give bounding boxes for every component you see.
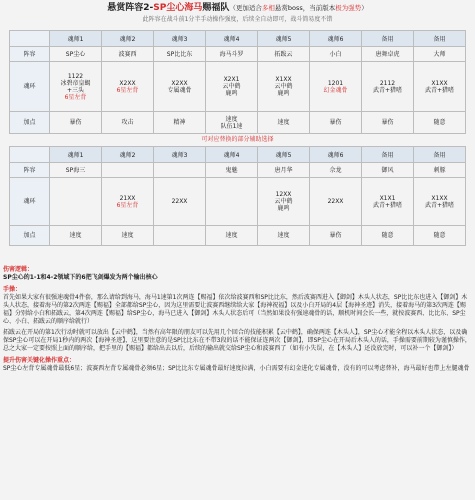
header-cell: [10, 147, 50, 163]
header-cell: 魂师2: [102, 31, 154, 47]
section-title: 手操：: [3, 286, 22, 293]
lineup-table-substitutes: [9, 146, 466, 246]
ring-cell: X1XX 云中鹤 鹿鸣: [258, 62, 310, 112]
section-title: 伤害逻辑：: [3, 266, 34, 273]
rings-row: [10, 178, 466, 226]
table-header-row: [10, 147, 466, 163]
points-cell: 暴伤: [362, 112, 414, 134]
row-label: 加点: [10, 112, 50, 134]
lineup-cell: SP尘心: [50, 47, 102, 62]
header-cell: 魂师4: [206, 31, 258, 47]
rings-row: [10, 62, 466, 112]
header-cell: 备用: [414, 31, 466, 47]
page-subtitle: 此阵容在战斗前1分半手动操作强度，后续全自动即可，战斗简易度不错: [142, 16, 333, 23]
lineup-cell: 御风: [362, 163, 414, 178]
paragraph: SP尘心左背专属魂骨最低6星；波赛西左背专属魂骨必须6星；SP比比东专属魂骨最好速度拉满，小白需要有幻金进化专属魂骨，没有的可以考虑替补，海马最好也带上左腿魂骨: [3, 365, 470, 372]
substitute-note: 可对应替换的部分辅助选择: [201, 136, 274, 143]
points-cell: 攻击: [102, 112, 154, 134]
points-cell: 速度: [206, 226, 258, 246]
header-cell: 魂师6: [310, 31, 362, 47]
header-cell: 魂师6: [310, 147, 362, 163]
lineup-cell: 大师: [414, 47, 466, 62]
ring-cell: 12XX 云中鹤 鹿鸣: [258, 178, 310, 226]
ring-cell: X1XX 武青+猎嗜: [414, 178, 466, 226]
points-cell: 速度: [50, 226, 102, 246]
points-cell: 速度: [102, 226, 154, 246]
ring-cell: 22XX: [310, 178, 362, 226]
ring-cell: X1X1 武青+猎嗜: [362, 178, 414, 226]
ring-cell: 22XX: [154, 178, 206, 226]
row-label: 魂环: [10, 62, 50, 112]
ring-cell: 1201 幻金魂骨: [310, 62, 362, 112]
header-cell: 魂师5: [258, 147, 310, 163]
points-cell: 精神: [154, 112, 206, 134]
lineup-cell: 刺豚: [414, 163, 466, 178]
header-cell: 备用: [414, 147, 466, 163]
lineup-row: [10, 47, 466, 62]
ring-cell: [206, 178, 258, 226]
ring-cell: X1XX 武青+猎嗜: [414, 62, 466, 112]
lineup-cell: 海马斗罗: [206, 47, 258, 62]
header-cell: 魂师1: [50, 31, 102, 47]
points-cell: 随意: [362, 226, 414, 246]
header-cell: 魂师4: [206, 147, 258, 163]
lineup-cell: 小白: [310, 47, 362, 62]
table-header-row: [10, 31, 466, 47]
points-cell: [154, 226, 206, 246]
row-label: 阵容: [10, 163, 50, 178]
header-cell: [10, 31, 50, 47]
points-cell: 随意: [414, 112, 466, 134]
points-cell: 速度 队伍1速: [206, 112, 258, 134]
points-cell: 速度: [258, 112, 310, 134]
header-cell: 备用: [362, 147, 414, 163]
header-cell: 魂师5: [258, 31, 310, 47]
header-cell: 魂师3: [154, 31, 206, 47]
row-label: 加点: [10, 226, 50, 246]
lineup-cell: 唐月华: [258, 163, 310, 178]
lineup-cell: [102, 163, 154, 178]
ring-cell: 2112 武青+猎嗜: [362, 62, 414, 112]
lineup-cell: 拓跋云: [258, 47, 310, 62]
paragraph: 首先如果大家有很强速魂骨4件套，那么请给到海马，海马1速第1次两连【赐福】依次给波赛西和SP比比东，然后波赛西进入【御剑】木头人状态，SP比比东也进入【御剑】木头人状态，接着海马的第2次两连【赐福】全部都给SP尘心，因为这里需要让波赛西继续给大家【海神祝福】以及小白开局的4层【海神圣迹】消失，接着海马的第3次两连【赐福】分别给小白和拓跋云，第4次两连【赐福】给SP尘心，海马已进入【御剑】木头人状态后可（当然如果没有强速魂骨的话，顺机时间会长一些，就按波赛西、比比东、SP尘心、小白、拓跋云的顺序给就行）: [3, 294, 468, 325]
points-cell: 暴伤: [310, 226, 362, 246]
lineup-cell: [154, 163, 206, 178]
points-row: [10, 226, 466, 246]
lineup-table-main: [9, 30, 466, 134]
lineup-cell: SP海三: [50, 163, 102, 178]
lineup-cell: SP比比东: [154, 47, 206, 62]
points-cell: 随意: [414, 226, 466, 246]
header-cell: 魂师2: [102, 147, 154, 163]
ring-cell: X2XX 专属魂骨: [154, 62, 206, 112]
row-label: 阵容: [10, 47, 50, 62]
header: [0, 0, 475, 30]
points-cell: 速度: [258, 226, 310, 246]
lineup-cell: 鬼魅: [206, 163, 258, 178]
points-cell: 暴伤: [310, 112, 362, 134]
ring-cell: X2X1 云中鹤 鹿鸣: [206, 62, 258, 112]
lineup-row: [10, 163, 466, 178]
row-label: 魂环: [10, 178, 50, 226]
analysis-section: [3, 262, 472, 373]
ring-cell: 1122 冰碧帝皇蝎 +三头 6星左背: [50, 62, 102, 112]
page-title: 悬赏阵容2-SP尘心海马赐福队（更加适合多相悬赏boss，当前版本极为强势）: [107, 3, 368, 13]
header-cell: 备用: [362, 31, 414, 47]
points-row: [10, 112, 466, 134]
lineup-cell: 唐舞卓虎: [362, 47, 414, 62]
core-summary: SP尘心的1-1和4-2领域下的6把飞剑爆发为两个输出核心: [3, 274, 158, 281]
header-cell: 魂师3: [154, 147, 206, 163]
points-cell: 暴伤: [50, 112, 102, 134]
section-title: 提升伤害关键化操作重点：: [3, 357, 76, 364]
ring-cell: 21XX 6星左背: [102, 178, 154, 226]
paragraph: 拓跋云在开局的第1次行动时就可以放出【云中鹤】，当然有高年限的朋友可以先用几个回合的技能积累【云中鹤】，确保两连【木头人】，SP尘心才能全程以木头人状态，以及确保SP尘心可以在开局1秒内的两次【海神圣迹】，这里要注意的是SP比比东在不带3段的话不能保证连两次【御剑】，即SP尘心在开局后木头人的话，手操需要前期较为谨慎操作，总之大家一定要按照上面的顺序给，把手里的【赐福】都给出去以后，后续的输出就交给SP尘心和波赛西了（如有小失误，在【木头人】还没放完时，可以补一个【御剑】）: [3, 329, 471, 352]
ring-cell: [50, 178, 102, 226]
lineup-cell: 佘龙: [310, 163, 362, 178]
lineup-cell: 波赛西: [102, 47, 154, 62]
ring-cell: X2XX 6星左背: [102, 62, 154, 112]
header-cell: 魂师1: [50, 147, 102, 163]
